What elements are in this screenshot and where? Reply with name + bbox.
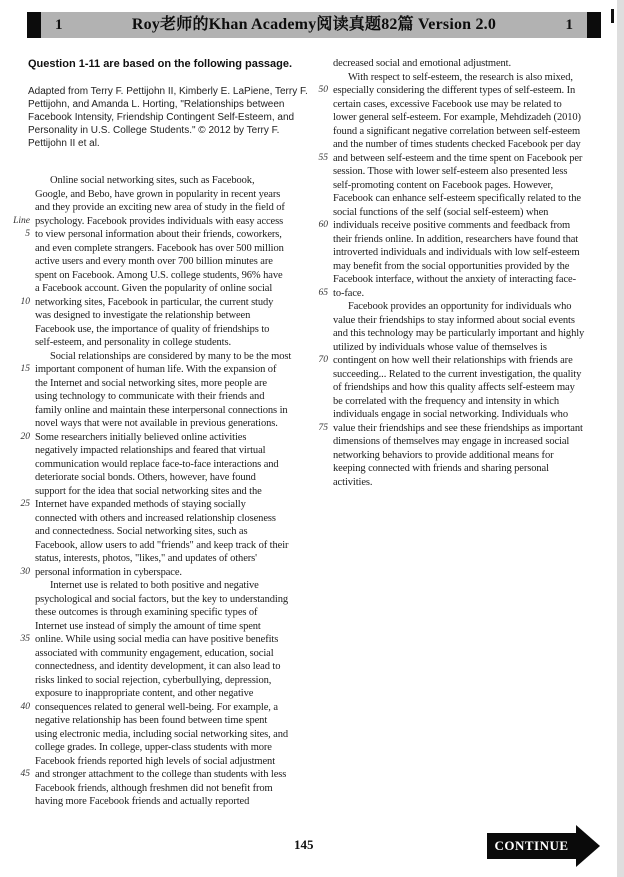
passage-text: self-promoting content on Facebook pages. However, [333, 179, 553, 191]
continue-button[interactable] [487, 824, 601, 868]
passage-line [302, 233, 618, 247]
passage-line [302, 138, 618, 152]
passage-line [4, 728, 310, 742]
passage-line [302, 395, 618, 409]
line-number: 15 [20, 364, 30, 374]
passage-text: having more Facebook friends and actually reported [35, 796, 250, 807]
passage-text: Google, and Bebo, have grown in popularity in recent years [35, 188, 281, 200]
passage-text: Facebook, allow users to add "friends" and keep track of their [35, 539, 289, 551]
passage-line [302, 300, 618, 314]
line-number [302, 368, 333, 382]
passage-column-left [4, 174, 310, 809]
passage-text: and even complete strangers. Facebook has over 500 million [35, 242, 284, 254]
passage-line [4, 566, 310, 580]
passage-text: introverted individuals and individuals with low self-esteem [333, 247, 580, 258]
passage-text: Facebook use, the importance of quality of friendships to [35, 323, 270, 335]
continue-arrow-icon [576, 825, 600, 867]
line-number [302, 462, 333, 476]
passage-text: connectedness, and identity development, it can also lead to [35, 661, 281, 672]
passage-line [302, 219, 618, 233]
passage-text: risks linked to social rejection, cyberbullying, depression, [35, 674, 272, 686]
line-number [302, 165, 333, 179]
passage-line [302, 462, 618, 476]
line-number [302, 381, 333, 395]
line-number [4, 188, 35, 202]
passage-line [302, 125, 618, 139]
page-number: 145 [294, 837, 314, 852]
passage-text: Facebook interface, without the anxiety of interacting face- [333, 274, 576, 285]
line-number [4, 471, 35, 485]
passage-line [4, 350, 310, 364]
line-number: 40 [20, 701, 30, 712]
line-number [302, 179, 333, 193]
passage-text: exposure to inappropriate content, and other negative [35, 688, 254, 699]
line-number [4, 552, 35, 566]
passage-text: found a significant negative correlation between self-esteem [333, 125, 581, 137]
line-number [302, 138, 333, 152]
passage-line [4, 579, 310, 593]
passage-line [302, 84, 618, 98]
line-number [4, 201, 35, 215]
passage-text: and this technology may be particularly important and highly [333, 328, 585, 339]
line-number [4, 755, 35, 769]
passage-line [302, 98, 618, 112]
passage-line [302, 192, 618, 206]
passage-line [4, 444, 310, 458]
passage-line [4, 228, 310, 242]
line-number [4, 539, 35, 553]
line-number [302, 260, 333, 274]
passage-text: a Facebook account. Given the popularity of online social [35, 283, 273, 294]
passage-line [4, 309, 310, 323]
line-number [4, 593, 35, 607]
passage-text: certain cases, excessive Facebook use may be related to [333, 98, 562, 110]
line-number [4, 647, 35, 661]
passage-line [4, 741, 310, 755]
passage-line [302, 260, 618, 274]
passage-text: deteriorate social bonds. Others, however, have found [35, 472, 256, 483]
passage-text: and stronger attachment to the college than students with less [35, 769, 287, 780]
line-number [4, 512, 35, 526]
passage-line [4, 377, 310, 391]
passage-line [302, 71, 618, 85]
passage-line [302, 476, 618, 490]
passage-line [302, 368, 618, 382]
passage-line [302, 179, 618, 193]
line-number [302, 327, 333, 341]
passage-text: college grades. In college, upper-class students with more [35, 742, 272, 753]
line-number [4, 687, 35, 701]
line-number: 45 [20, 769, 30, 779]
passage-text: Facebook can enhance self-esteem specifically related to the [333, 193, 581, 204]
passage-line [302, 314, 618, 328]
passage-line [4, 512, 310, 526]
passage-attribution: Adapted from Terry F. Pettijohn II, Kimberly E. LaPiene, Terry F. Pettijohn, and Amanda L. Horting, "Relationships between Facebook Intensity, Friendship Contingent Self-Esteem, and Personality in U.S. College Students." © 2012 by Terry F. Pettijohn II et al. [28, 86, 308, 149]
passage-text: negative relationship has been found between time spent [35, 715, 268, 726]
continue-button-label: CONTINUE [494, 838, 569, 853]
passage-text: communication would replace face-to-face interactions and [35, 458, 279, 470]
passage-line [4, 552, 310, 566]
passage-line [4, 255, 310, 269]
line-number: 75 [318, 422, 328, 433]
passage-line [4, 782, 310, 796]
passage-text: and connectedness. Social networking sites, such as [35, 526, 248, 537]
passage-text: spent on Facebook. Among U.S. college students, 96% have [35, 269, 283, 281]
line-number [4, 741, 35, 755]
line-number [4, 174, 35, 188]
passage-line [4, 323, 310, 337]
line-number: 10 [20, 296, 30, 307]
passage-text: individuals receive positive comments and feedback from [333, 220, 571, 231]
passage-text: be correlated with the frequency and intensity in which [333, 395, 560, 407]
line-number [4, 620, 35, 634]
passage-text: family online and maintain these interpersonal connections in [35, 404, 288, 416]
passage-line [4, 755, 310, 769]
header-left-cap [27, 12, 41, 38]
line-number [302, 408, 333, 422]
passage-line [302, 381, 618, 395]
header-left-page-number: 1 [55, 17, 63, 33]
passage-text: Social relationships are considered by many to be the most [50, 350, 292, 362]
passage-text: keeping connected with friends and sharing personal [333, 463, 549, 474]
passage-line [302, 206, 618, 220]
line-number [4, 485, 35, 499]
passage-text: was designed to investigate the relationship between [35, 310, 251, 321]
line-number [4, 350, 35, 364]
line-number [4, 674, 35, 688]
passage-text: and between self-esteem and the time spent on Facebook per [333, 152, 583, 164]
line-number [302, 341, 333, 355]
passage-text: Some researchers initially believed online activities [35, 431, 247, 443]
line-number [302, 449, 333, 463]
document-title: Roy老师的Khan Academy阅读真题82篇 Version 2.0 [131, 16, 497, 33]
passage-line [4, 620, 310, 634]
scan-tick-artifact [611, 9, 614, 23]
passage-text: consequences related to general well-being. For example, a [35, 701, 278, 713]
passage-text: support for the idea that social networking sites and the [35, 485, 262, 497]
passage-text: personal information in cyberspace. [35, 566, 182, 578]
passage-text: Internet use is related to both positive and negative [50, 580, 259, 591]
passage-text: networking sites, Facebook in particular, the current study [35, 296, 274, 308]
line-number [302, 125, 333, 139]
passage-line [302, 341, 618, 355]
passage-text: and the number of times students checked Facebook per day [333, 139, 581, 150]
line-number [4, 444, 35, 458]
passage-line [4, 687, 310, 701]
line-number [302, 111, 333, 125]
passage-text: Facebook friends, although freshmen did not benefit from [35, 782, 273, 794]
passage-line [4, 674, 310, 688]
passage-line [302, 152, 618, 166]
passage-line [302, 165, 618, 179]
passage-text: may benefit from the social opportunities provided by the [333, 260, 570, 272]
passage-line [302, 354, 618, 368]
passage-line [4, 417, 310, 431]
passage-line [302, 273, 618, 287]
line-number [302, 300, 333, 314]
passage-line [4, 633, 310, 647]
line-number: 30 [20, 566, 30, 577]
header-right-cap [587, 12, 601, 38]
line-number [4, 309, 35, 323]
passage-text: succeeding... Related to the current investigation, the quality [333, 368, 582, 380]
passage-line [4, 174, 310, 188]
line-number [4, 525, 35, 539]
passage-line [4, 768, 310, 782]
passage-text: lower general self-esteem. For example, Mehdizadeh (2010) [333, 112, 581, 123]
passage-line [302, 435, 618, 449]
passage-text: of friendships and how this quality affects self-esteem may [333, 382, 575, 393]
line-number [4, 458, 35, 472]
passage-line [302, 111, 618, 125]
passage-text: using technology to communicate with their friends and [35, 391, 265, 402]
passage-line [4, 539, 310, 553]
passage-text: to view personal information about their friends, coworkers, [35, 229, 282, 240]
passage-text: status, interests, photos, "likes," and updates of others' [35, 553, 257, 564]
line-number [4, 606, 35, 620]
passage-line [302, 57, 618, 71]
passage-text: psychology. Facebook provides individuals with easy access [35, 215, 284, 227]
passage-text: Internet have expanded methods of staying socially [35, 499, 246, 510]
passage-text: value their friendships and see these friendships as important [333, 422, 583, 434]
line-number: Line [13, 215, 30, 226]
passage-text: these outcomes is through examining specific types of [35, 607, 258, 618]
line-number: 65 [318, 287, 328, 298]
passage-line [4, 593, 310, 607]
passage-line [302, 327, 618, 341]
passage-line [302, 422, 618, 436]
passage-line [302, 246, 618, 260]
scan-edge-artifact [617, 0, 624, 877]
passage-line [4, 296, 310, 310]
passage-line [4, 701, 310, 715]
line-number [302, 435, 333, 449]
passage-text: negatively impacted relationships and feared that virtual [35, 445, 266, 456]
line-number: 25 [20, 499, 30, 509]
passage-text: important component of human life. With the expansion of [35, 364, 277, 375]
passage-line [4, 404, 310, 418]
line-number [4, 404, 35, 418]
line-number [302, 98, 333, 112]
passage-text: contingent on how well their relationships with friends are [333, 355, 573, 366]
passage-line [4, 660, 310, 674]
line-number: 35 [20, 634, 30, 644]
passage-line [4, 201, 310, 215]
passage-line [4, 188, 310, 202]
line-number: 70 [318, 355, 328, 365]
line-number [4, 660, 35, 674]
passage-text: With respect to self-esteem, the research is also mixed, [348, 71, 573, 83]
continue-button-body [487, 833, 576, 859]
passage-line [4, 269, 310, 283]
line-number: 60 [318, 220, 328, 230]
line-number [302, 71, 333, 85]
passage-line [4, 606, 310, 620]
passage-text: self-esteem, and personality in college students. [35, 337, 232, 348]
passage-text: Facebook friends reported high levels of social adjustment [35, 755, 276, 767]
passage-text: online. While using social media can have positive benefits [35, 634, 279, 645]
line-number [302, 273, 333, 287]
passage-text: value their friendships to stay informed about social events [333, 314, 575, 326]
passage-text: active users and every month over 700 billion minutes are [35, 256, 273, 267]
passage-line [302, 287, 618, 301]
passage-line [4, 336, 310, 350]
passage-line [4, 242, 310, 256]
line-number [302, 476, 333, 490]
passage-text: associated with community engagement, education, social [35, 647, 274, 659]
passage-text: dimensions of themselves may engage in increased social [333, 436, 570, 447]
header-right-page-number: 1 [565, 17, 573, 33]
passage-text: to-face. [333, 287, 364, 299]
passage-text: utilized by individuals whose value of themselves is [333, 341, 547, 353]
line-number [302, 246, 333, 260]
passage-text: individuals engage in social networking. Individuals who [333, 409, 568, 420]
line-number [4, 714, 35, 728]
passage-text: and they provide an exciting new area of study in the field of [35, 202, 285, 213]
question-range-heading: Question 1-11 are based on the following passage. [28, 58, 293, 70]
passage-text: especially considering the different types of self-esteem. In [333, 85, 576, 96]
line-number: 5 [25, 229, 30, 239]
passage-line [4, 498, 310, 512]
header-bar [27, 12, 601, 38]
passage-text: their friends online. In addition, researchers have found that [333, 233, 579, 245]
passage-line [302, 449, 618, 463]
passage-text: psychological and social factors, but the key to understanding [35, 593, 289, 605]
passage-line [4, 282, 310, 296]
line-number: 20 [20, 431, 30, 442]
line-number: 50 [318, 85, 328, 95]
line-number [4, 336, 35, 350]
line-number [4, 579, 35, 593]
passage-line [4, 485, 310, 499]
line-number [4, 323, 35, 337]
passage-text: social functions of the self (social self-esteem) when [333, 206, 549, 218]
line-number [4, 269, 35, 283]
line-number [302, 206, 333, 220]
line-number [4, 242, 35, 256]
line-number [4, 282, 35, 296]
line-number [4, 377, 35, 391]
passage-text: the Internet and social networking sites, more people are [35, 377, 267, 389]
passage-text: session. Those with lower self-esteem also presented less [333, 166, 568, 177]
passage-text: novel ways that were not available in previous generations. [35, 418, 278, 429]
line-number [4, 390, 35, 404]
line-number [4, 728, 35, 742]
line-number [302, 192, 333, 206]
line-number [302, 57, 333, 71]
passage-text: using electronic media, including social networking sites, and [35, 728, 289, 740]
passage-text: Online social networking sites, such as Facebook, [50, 175, 255, 186]
line-number [4, 795, 35, 809]
passage-line [4, 471, 310, 485]
line-number [302, 314, 333, 328]
passage-line [4, 647, 310, 661]
passage-text: Facebook provides an opportunity for individuals who [348, 301, 572, 312]
passage-text: Internet use instead of simply the amount of time spent [35, 620, 261, 632]
passage-line [4, 390, 310, 404]
passage-line [4, 363, 310, 377]
passage-text: activities. [333, 476, 373, 488]
passage-text: networking behaviors to provide additional means for [333, 449, 554, 461]
line-number [302, 395, 333, 409]
passage-text: connected with others and increased relationship closeness [35, 512, 276, 524]
passage-column-right [302, 57, 618, 489]
line-number [4, 782, 35, 796]
passage-line [4, 431, 310, 445]
line-number: 55 [318, 152, 328, 163]
passage-line [302, 408, 618, 422]
passage-line [4, 714, 310, 728]
passage-text: decreased social and emotional adjustment. [333, 58, 512, 69]
line-number [4, 417, 35, 431]
passage-line [4, 215, 310, 229]
passage-line [4, 795, 310, 809]
passage-line [4, 458, 310, 472]
line-number [4, 255, 35, 269]
line-number [302, 233, 333, 247]
passage-line [4, 525, 310, 539]
